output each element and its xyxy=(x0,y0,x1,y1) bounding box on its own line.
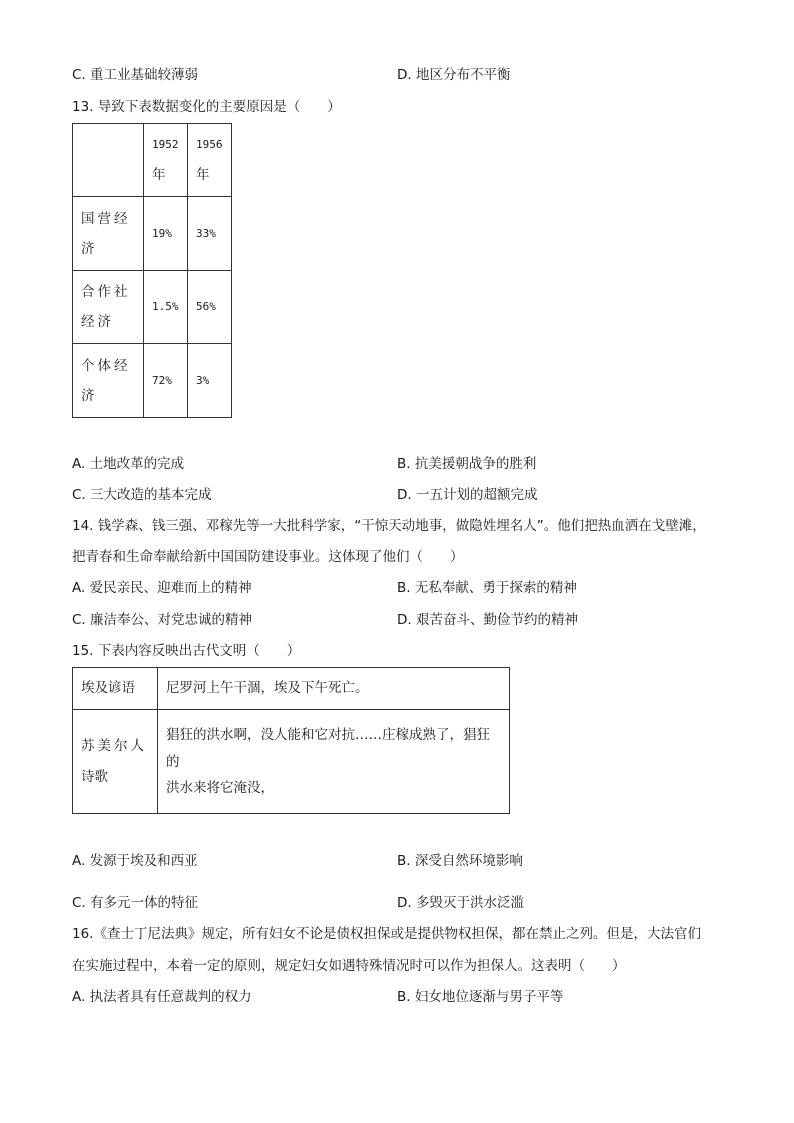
row-label: 国营经 济 xyxy=(73,197,144,271)
value-1956: 33% xyxy=(188,197,232,271)
q14-option-b[interactable]: B. 无私奉献、勇于探索的精神 xyxy=(397,580,577,596)
value-1952: 1.5% xyxy=(144,271,188,344)
row-label: 合作社 经济 xyxy=(73,271,144,344)
q14-stem-line-2: 把青春和生命奉献给新中国国防建设事业。这体现了他们（ ） xyxy=(72,549,464,565)
q13-stem: 13. 导致下表数据变化的主要原因是（ ） xyxy=(72,99,341,115)
q12-option-d[interactable]: D. 地区分布不平衡 xyxy=(397,67,511,83)
q14-option-c[interactable]: C. 廉洁奉公、对党忠诚的精神 xyxy=(72,612,253,628)
q15-stem: 15. 下表内容反映出古代文明（ ） xyxy=(72,643,301,659)
table-row xyxy=(73,197,232,271)
q16-option-b[interactable]: B. 妇女地位逐渐与男子平等 xyxy=(397,989,564,1005)
row-content: 猖狂的洪水啊，没人能和它对抗……庄稼成熟了，猖狂 的 洪水来将它淹没， xyxy=(158,710,510,814)
q15-text-table xyxy=(72,667,510,814)
q14-option-a[interactable]: A. 爱民亲民、迎难而上的精神 xyxy=(72,580,252,596)
q14-option-d[interactable]: D. 艰苦奋斗、勤俭节约的精神 xyxy=(397,612,578,628)
table-row xyxy=(73,668,510,710)
q15-option-a[interactable]: A. 发源于埃及和西亚 xyxy=(72,853,198,869)
header-cell-1956: 1956 年 xyxy=(188,124,232,197)
header-cell-1952: 1952 年 xyxy=(144,124,188,197)
value-1952: 19% xyxy=(144,197,188,271)
q13-data-table xyxy=(72,123,232,418)
table-row xyxy=(73,271,232,344)
q15-option-b[interactable]: B. 深受自然环境影响 xyxy=(397,853,523,869)
table-row xyxy=(73,344,232,418)
value-1956: 3% xyxy=(188,344,232,418)
q15-option-d[interactable]: D. 多毁灭于洪水泛滥 xyxy=(397,895,524,911)
row-label: 个体经 济 xyxy=(73,344,144,418)
q13-option-d[interactable]: D. 一五计划的超额完成 xyxy=(397,487,538,503)
q16-stem-line-1: 16.《查士丁尼法典》规定，所有妇女不论是债权担保或是提供物权担保，都在禁止之列。但是，大法官们 xyxy=(72,926,701,942)
value-1952: 72% xyxy=(144,344,188,418)
q15-option-c[interactable]: C. 有多元一体的特征 xyxy=(72,895,199,911)
q14-stem-line-1: 14. 钱学森、钱三强、邓稼先等一大批科学家，“干惊天动地事，做隐姓埋名人”。他们把热血洒在戈壁滩， xyxy=(72,518,706,534)
q12-option-c[interactable]: C. 重工业基础较薄弱 xyxy=(72,67,199,83)
q16-stem-line-2: 在实施过程中，本着一定的原则，规定妇女如遇特殊情况时可以作为担保人。这表明（ ） xyxy=(72,958,626,974)
table-header-row xyxy=(73,124,232,197)
row-label: 苏美尔人 诗歌 xyxy=(73,710,158,814)
value-1956: 56% xyxy=(188,271,232,344)
row-label: 埃及谚语 xyxy=(73,668,158,710)
q13-option-c[interactable]: C. 三大改造的基本完成 xyxy=(72,487,212,503)
table-row xyxy=(73,710,510,814)
header-cell-empty xyxy=(73,124,144,197)
row-content: 尼罗河上午干涸，埃及下午死亡。 xyxy=(158,668,510,710)
q13-option-a[interactable]: A. 土地改革的完成 xyxy=(72,456,185,472)
q13-option-b[interactable]: B. 抗美援朝战争的胜利 xyxy=(397,456,537,472)
q16-option-a[interactable]: A. 执法者具有任意裁判的权力 xyxy=(72,989,252,1005)
